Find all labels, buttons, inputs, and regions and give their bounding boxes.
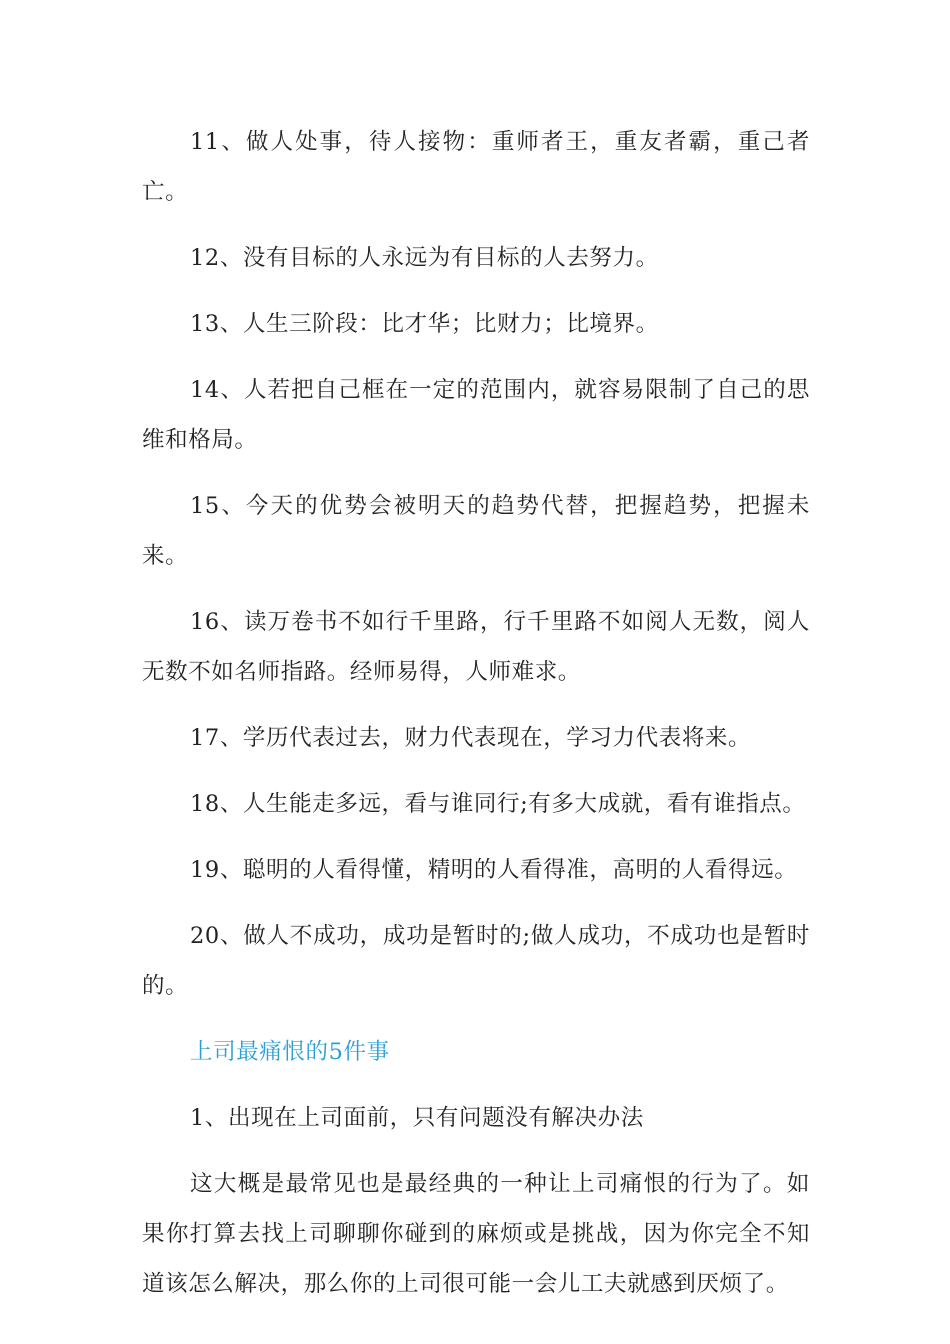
section-body-paragraph: 这大概是最常见也是最经典的一种让上司痛恨的行为了。如果你打算去找上司聊聊你碰到的麻烦或是挑战，因为你完全不知道该怎么解决，那么你的上司很可能一会儿工夫就感到厌烦了。 [142, 1171, 810, 1297]
quote-14: 14、人若把自己框在一定的范围内，就容易限制了自己的思维和格局。 [142, 377, 810, 453]
quote-13: 13、人生三阶段：比才华；比财力；比境界。 [190, 311, 659, 337]
quote-19: 19、聪明的人看得懂，精明的人看得准，高明的人看得远。 [190, 857, 798, 883]
section-heading: 上司最痛恨的5件事 [190, 1039, 390, 1065]
document-page [142, 117, 810, 1309]
section-item-title: 1、出现在上司面前，只有问题没有解决办法 [190, 1105, 644, 1131]
quote-17: 17、学历代表过去，财力代表现在，学习力代表将来。 [190, 725, 752, 751]
quote-12: 12、没有目标的人永远为有目标的人去努力。 [190, 245, 659, 271]
quote-20: 20、做人不成功，成功是暂时的;做人成功，不成功也是暂时的。 [142, 923, 810, 999]
quote-15: 15、今天的优势会被明天的趋势代替，把握趋势，把握未来。 [142, 493, 810, 569]
quote-18: 18、人生能走多远，看与谁同行;有多大成就，看有谁指点。 [190, 791, 806, 817]
quote-11: 11、做人处事，待人接物：重师者王，重友者霸，重己者亡。 [142, 129, 810, 205]
quote-16: 16、读万卷书不如行千里路，行千里路不如阅人无数，阅人无数不如名师指路。经师易得，人师难求。 [142, 609, 810, 685]
